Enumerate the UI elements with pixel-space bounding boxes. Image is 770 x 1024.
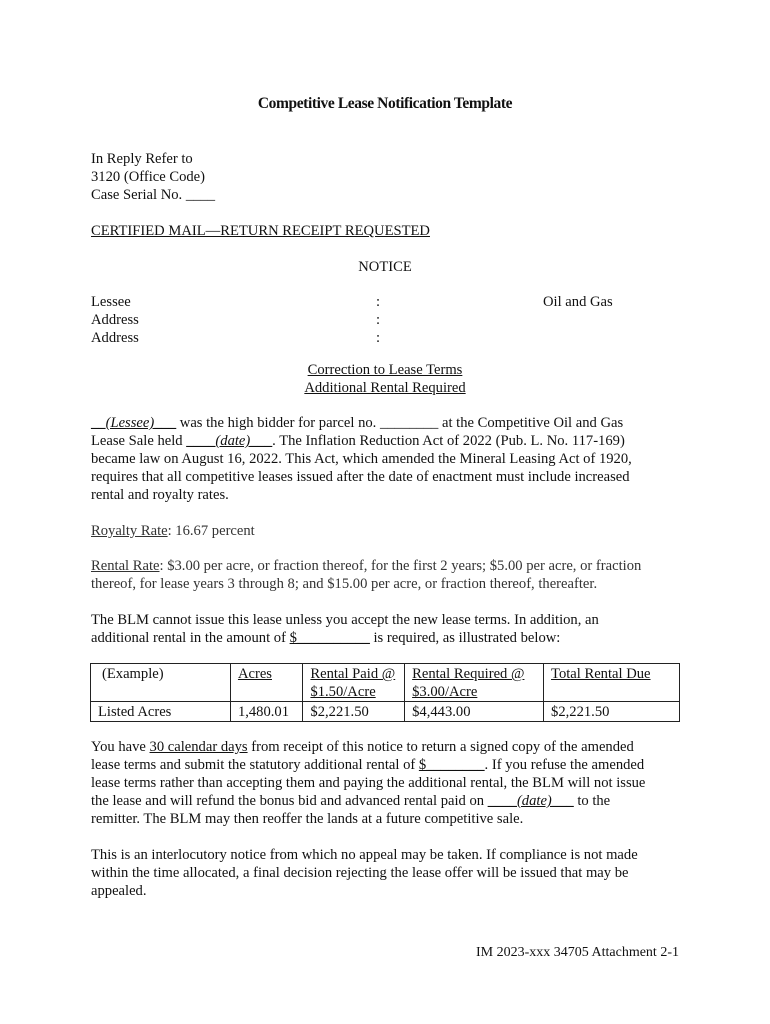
colon: : [376,294,381,310]
deadline-text: . If you refuse the amended [484,757,645,773]
document-title: Competitive Lease Notification Template [257,95,513,112]
deadline-text: to the [573,793,611,809]
refund-date-placeholder: ____(date)___ [487,793,574,809]
colon: : [376,312,381,328]
rental-rate-paragraph [91,557,681,593]
header-example [91,664,231,702]
deadline-text: remitter. The BLM may then reoffer the lands at a future competitive sale. [91,811,524,827]
notice-heading: NOTICE [358,259,412,275]
reply-line-3 [91,186,215,204]
cell-total-rental-due: $2,221.50 [544,702,680,722]
blm-paragraph [91,611,681,647]
cell-rental-required: $4,443.00 [405,702,544,722]
cell-listed-acres: Listed Acres [91,702,231,722]
statutory-rental-blank: $________ [418,757,485,773]
deadline-text: lease terms rather than accepting them and paying the additional rental, the BLM will not issue [91,775,646,791]
rental-rate-text: : $3.00 per acre, or fraction thereof, for the first 2 years; $5.00 per acre, or fraction [159,558,642,574]
deadline-text: from receipt of this notice to return a signed copy of the amended [247,739,634,755]
reply-reference-block [91,150,215,204]
lease-type: Oil and Gas [543,294,613,310]
rental-example-table [90,663,680,722]
lessee-label: Lessee [91,294,131,310]
party-labels [91,293,139,347]
calendar-days: 30 calendar days [149,739,248,755]
header-acres-text: Acres [237,666,272,682]
subject-line-1: Correction to Lease Terms [307,362,463,378]
intro-paragraph [91,414,681,504]
deadline-paragraph [91,738,681,828]
header-rental-required-rate: $3.00/Acre [412,684,478,700]
intro-text: Lease Sale held [91,433,187,449]
rental-rate-text: thereof, for lease years 3 through 8; and $15.00 per acre, or fraction thereof, thereafter. [91,576,598,592]
royalty-rate-label: Royalty Rate [91,523,168,539]
interlocutory-paragraph [91,846,681,900]
blm-text: additional rental in the amount of [91,630,290,646]
additional-rental-blank: $__________ [289,630,370,646]
colon: : [376,330,381,346]
lessee-placeholder: __(Lessee)___ [91,415,177,431]
rental-rate-label: Rental Rate [91,558,160,574]
page-footer: IM 2023-xxx 34705 Attachment 2-1 [476,945,679,960]
intro-text: became law on August 16, 2022. This Act, which amended the Mineral Leasing Act of 1920, [91,451,632,467]
address-label-1: Address [91,312,139,328]
blm-text: The BLM cannot issue this lease unless you accept the new lease terms. In addition, an [91,612,599,628]
royalty-rate-value: : 16.67 percent [167,523,255,539]
header-total-rental-due-text: Total Rental Due [551,666,651,682]
subject-block [0,361,770,397]
cell-rental-paid: $2,221.50 [303,702,405,722]
header-total-rental-due [544,664,680,702]
header-rental-required-text: Rental Required @ [412,666,525,682]
intro-text: rental and royalty rates. [91,487,229,503]
address-label-2: Address [91,330,139,346]
interlocutory-text: within the time allocated, a final decision rejecting the lease offer will be issued that may be [91,865,629,881]
royalty-rate-line [91,522,681,540]
intro-text: requires that all competitive leases issued after the date of enactment must include increased [91,469,630,485]
reply-line-2: 3120 (Office Code) [91,169,206,185]
case-serial-label: Case Serial No. [91,187,186,203]
header-rental-paid-text: Rental Paid @ [310,666,396,682]
intro-text: was the high bidder for parcel no. ________ at the Competitive Oil and Gas [176,415,624,431]
interlocutory-text: appealed. [91,883,147,899]
blm-text: is required, as illustrated below: [369,630,561,646]
table-header-row [91,664,680,702]
header-rental-required [405,664,544,702]
case-serial-blank: ____ [185,187,216,203]
interlocutory-text: This is an interlocutory notice from which no appeal may be taken. If compliance is not made [91,847,638,863]
header-rental-paid [303,664,405,702]
reply-line-1: In Reply Refer to [91,151,193,167]
header-acres [230,664,302,702]
header-rental-paid-rate: $1.50/Acre [310,684,376,700]
sale-date-placeholder: ____(date)___ [186,433,273,449]
certified-mail-line: CERTIFIED MAIL—RETURN RECEIPT REQUESTED [91,223,430,239]
deadline-text: lease terms and submit the statutory additional rental of [91,757,419,773]
party-colons [376,293,380,347]
table-row [91,702,680,722]
header-example-text: (Example) [102,666,164,682]
cell-acres: 1,480.01 [230,702,302,722]
subject-line-2: Additional Rental Required [304,380,466,396]
deadline-text: You have [91,739,150,755]
intro-text: . The Inflation Reduction Act of 2022 (Pub. L. No. 117-169) [272,433,625,449]
deadline-text: the lease and will refund the bonus bid and advanced rental paid on [91,793,488,809]
